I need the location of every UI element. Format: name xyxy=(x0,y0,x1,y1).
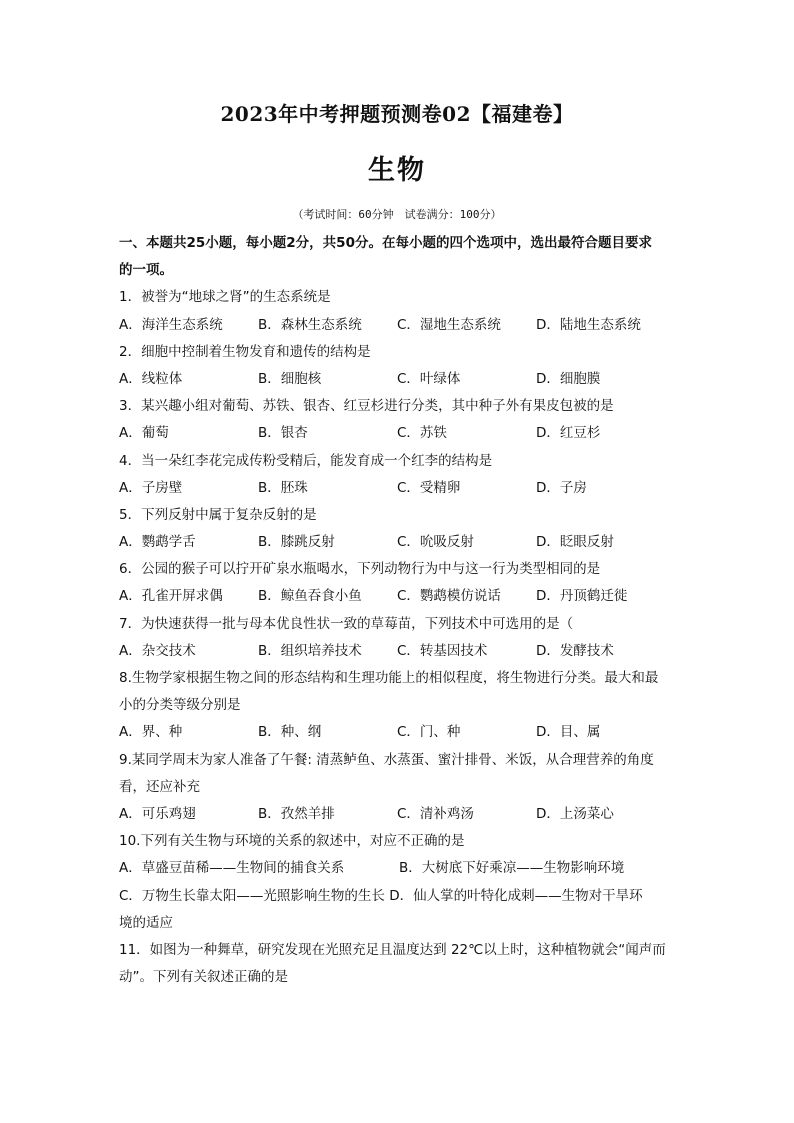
question-stem: 10.下列有关生物与环境的关系的叙述中，对应不正确的是 xyxy=(119,833,465,850)
option-d: D．子房 xyxy=(536,479,587,496)
option-c: C．转基因技术 xyxy=(397,642,488,659)
question-stem: 11．如图为一种舞草，研究发现在光照充足且温度达到 22℃以上时，这种植物就会“闻声而 xyxy=(119,941,666,958)
question-stem: 3．某兴趣小组对葡萄、苏铁、银杏、红豆杉进行分类，其中种子外有果皮包被的是 xyxy=(119,398,614,415)
question-options xyxy=(119,801,679,828)
question-options xyxy=(119,719,679,746)
question-options xyxy=(119,475,679,502)
option-d: D．发酵技术 xyxy=(536,642,614,659)
option-d: D．陆地生态系统 xyxy=(536,316,641,333)
question-stem: 8.生物学家根据生物之间的形态结构和生理功能上的相似程度，将生物进行分类。最大和最 xyxy=(119,670,659,686)
option-b: B．细胞核 xyxy=(258,370,322,387)
option-a: A．界、种 xyxy=(119,724,183,741)
exam-body xyxy=(119,230,679,991)
section-instruction-line: 的一项。 xyxy=(119,262,173,279)
option-c: C．湿地生态系统 xyxy=(397,316,501,333)
question-stem-cont: 小的分类等级分别是 xyxy=(119,697,241,714)
option-c: C．门、种 xyxy=(397,724,461,741)
question-stem-cont: 看，还应补充 xyxy=(119,778,200,795)
option-b: B．银杏 xyxy=(258,425,308,442)
question-stem: 2．细胞中控制着生物发育和遗传的结构是 xyxy=(119,343,371,360)
option-a: A．鹦鹉学舌 xyxy=(119,534,196,551)
option-a: A．线粒体 xyxy=(119,370,183,387)
option-d: D．目、属 xyxy=(536,724,601,741)
option-d: D．细胞膜 xyxy=(536,370,601,387)
option-b: B．膝跳反射 xyxy=(258,534,335,551)
option-b: B．鲸鱼吞食小鱼 xyxy=(258,588,362,605)
exam-info: （考试时间：60分钟 试卷满分：100分） xyxy=(292,208,502,221)
option-c-d: C．万物生长靠太阳——光照影响生物的生长 D．仙人掌的叶特化成刺——生物对干旱环 xyxy=(119,887,643,904)
option-d-cont: 境的适应 xyxy=(119,914,173,931)
option-c: C．苏铁 xyxy=(397,425,447,442)
option-a: A．孔雀开屏求偶 xyxy=(119,588,223,605)
option-c: C．受精卵 xyxy=(397,479,461,496)
option-b: B．大树底下好乘凉——生物影响环境 xyxy=(399,860,625,877)
option-d: D．红豆杉 xyxy=(536,425,601,442)
question-options xyxy=(119,366,679,393)
question-options xyxy=(119,529,679,556)
exam-title: 2023年中考押题预测卷02【福建卷】 xyxy=(220,102,574,126)
option-a: A．草盛豆苗稀——生物间的捕食关系 xyxy=(119,860,345,877)
option-c: C．吮吸反射 xyxy=(397,534,474,551)
option-d: D．眨眼反射 xyxy=(536,534,614,551)
option-b: B．种、纲 xyxy=(258,724,322,741)
question-stem: 6．公园的猴子可以拧开矿泉水瓶喝水，下列动物行为中与这一行为类型相同的是 xyxy=(119,561,601,578)
option-c: C．叶绿体 xyxy=(397,370,461,387)
question-stem: 4．当一朵红李花完成传粉受精后，能发育成一个红李的结构是 xyxy=(119,452,493,469)
option-c: C．清补鸡汤 xyxy=(397,805,474,822)
option-a: A．葡萄 xyxy=(119,425,169,442)
option-a: A．杂交技术 xyxy=(119,642,196,659)
option-b: B．胚珠 xyxy=(258,479,308,496)
option-a: A．海洋生态系统 xyxy=(119,316,223,333)
question-options xyxy=(119,855,679,882)
subject-title: 生物 xyxy=(368,155,426,186)
question-stem: 1．被誉为“地球之肾”的生态系统是 xyxy=(119,289,331,306)
question-options xyxy=(119,583,679,610)
question-stem: 7．为快速获得一批与母本优良性状一致的草莓苗，下列技术中可选用的是（ xyxy=(119,615,574,632)
option-d: D．丹顶鹤迁徙 xyxy=(536,588,628,605)
question-stem: 9.某同学周末为家人准备了午餐: 清蒸鲈鱼、水蒸蛋、蜜汁排骨、米饭，从合理营养的角度 xyxy=(119,751,654,768)
option-a: A．子房壁 xyxy=(119,479,183,496)
question-options xyxy=(119,312,679,339)
option-b: B．孜然羊排 xyxy=(258,805,335,822)
question-options xyxy=(119,638,679,665)
question-stem-cont: 动”。下列有关叙述正确的是 xyxy=(119,969,288,986)
option-b: B．组织培养技术 xyxy=(258,642,362,659)
option-c: C．鹦鹉模仿说话 xyxy=(397,588,501,605)
question-options xyxy=(119,420,679,447)
option-b: B．森林生态系统 xyxy=(258,316,362,333)
question-stem: 5．下列反射中属于复杂反射的是 xyxy=(119,506,317,523)
option-a: A．可乐鸡翅 xyxy=(119,805,196,822)
section-instruction-line: 一、本题共25小题，每小题2分，共50分。在每小题的四个选项中，选出最符合题目要求 xyxy=(119,235,652,251)
option-d: D．上汤菜心 xyxy=(536,805,614,822)
